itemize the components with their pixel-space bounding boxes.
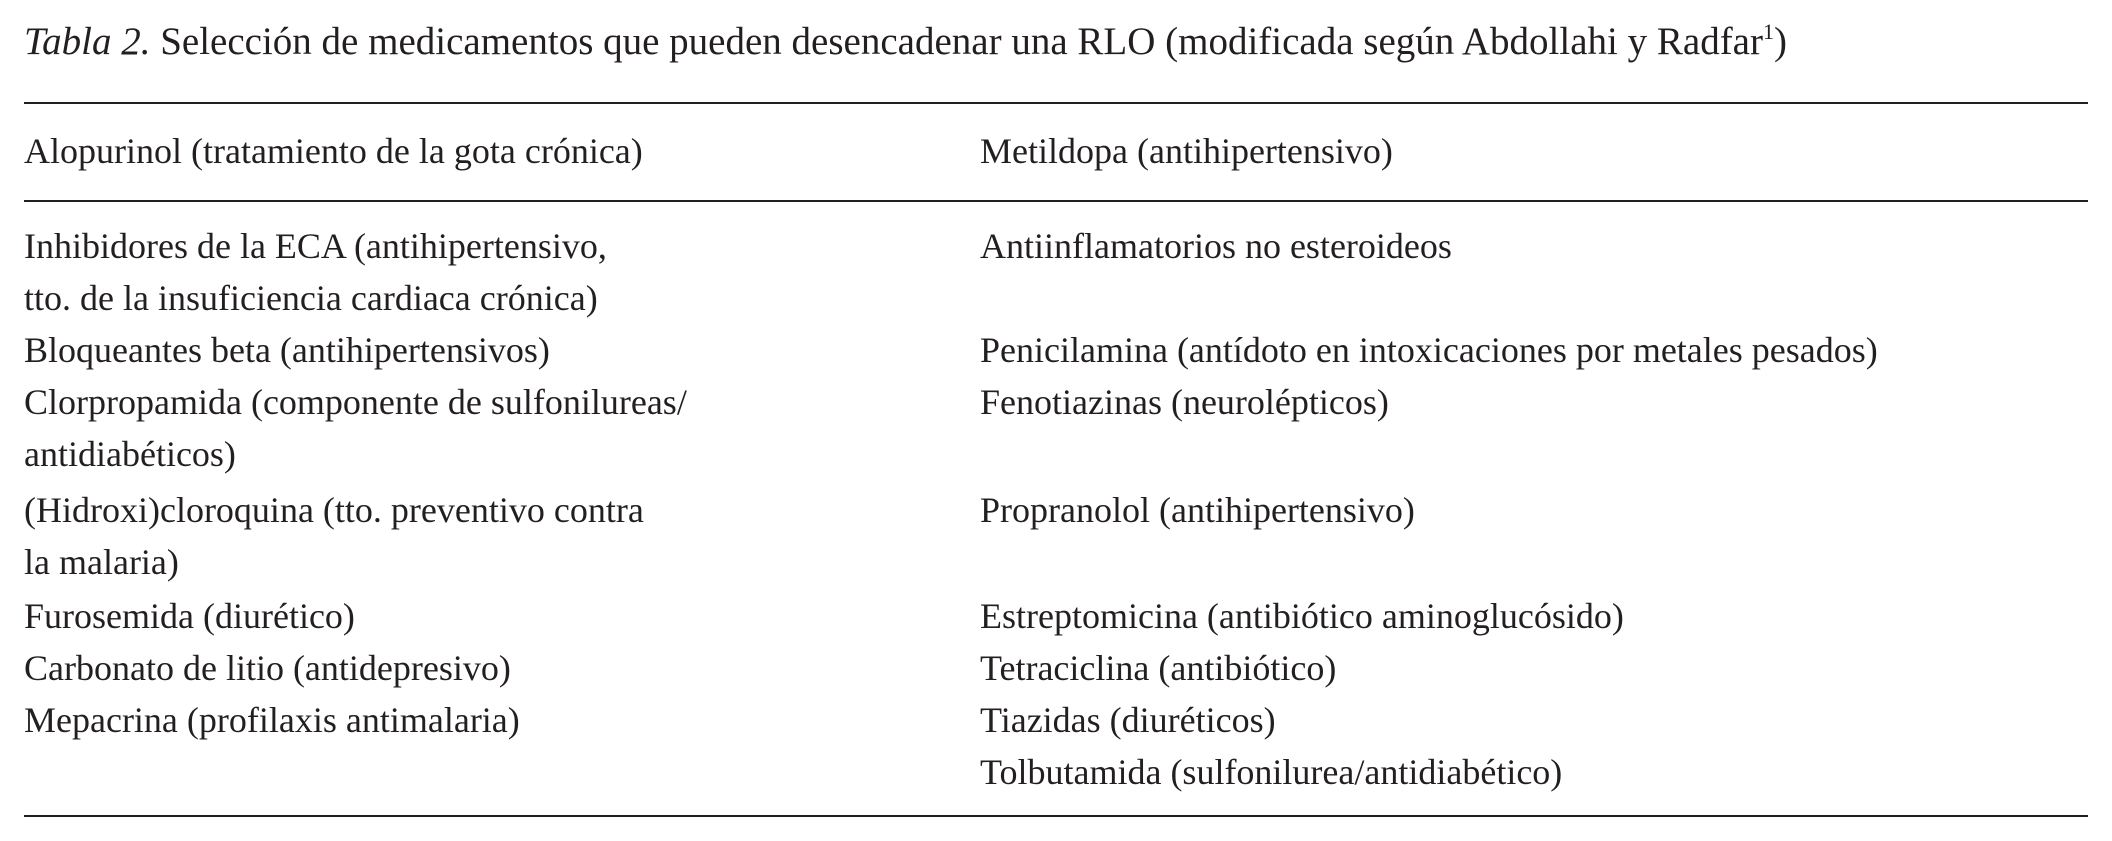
table-cell-left: Clorpropamida (componente de sulfonilureas/ [24, 382, 687, 422]
table-cell-right: Fenotiazinas (neurolépticos) [980, 382, 1389, 422]
table-cell-right: Penicilamina (antídoto en intoxicaciones por metales pesados) [980, 330, 1878, 370]
caption-text: Selección de medicamentos que pueden desencadenar una RLO (modificada según Abdollahi y Radfar [150, 20, 1763, 63]
table-cell-right: Tetraciclina (antibiótico) [980, 648, 1337, 688]
table-cell-right: Tolbutamida (sulfonilurea/antidiabético) [980, 752, 1563, 792]
header-cell-left: Alopurinol (tratamiento de la gota crónica) [24, 131, 643, 171]
header-cell-right: Metildopa (antihipertensivo) [980, 131, 1393, 171]
table-top-rule [24, 102, 2088, 104]
table-cell-left: (Hidroxi)cloroquina (tto. preventivo contra [24, 490, 644, 530]
table-cell-left: tto. de la insuficiencia cardiaca crónica) [24, 278, 598, 318]
table-cell-left: la malaria) [24, 542, 179, 582]
caption-reference: 1 [1762, 19, 1774, 44]
table-cell-left: Bloqueantes beta (antihipertensivos) [24, 330, 550, 370]
table-cell-right: Estreptomicina (antibiótico aminoglucósido) [980, 596, 1624, 636]
table-bottom-rule [24, 815, 2088, 817]
table-cell-right: Antiinflamatorios no esteroideos [980, 226, 1452, 266]
table-header-rule [24, 200, 2088, 202]
table-cell-left: Carbonato de litio (antidepresivo) [24, 648, 511, 688]
caption-close: ) [1773, 20, 1787, 63]
table-cell-left: Inhibidores de la ECA (antihipertensivo, [24, 226, 607, 266]
table-cell-left: Furosemida (diurético) [24, 596, 355, 636]
table-cell-right: Tiazidas (diuréticos) [980, 700, 1276, 740]
table-cell-right: Propranolol (antihipertensivo) [980, 490, 1415, 530]
table-cell-left: Mepacrina (profilaxis antimalaria) [24, 700, 520, 740]
table-cell-left: antidiabéticos) [24, 434, 236, 474]
caption-label: Tabla 2. [24, 20, 151, 63]
table-caption [24, 14, 1787, 70]
